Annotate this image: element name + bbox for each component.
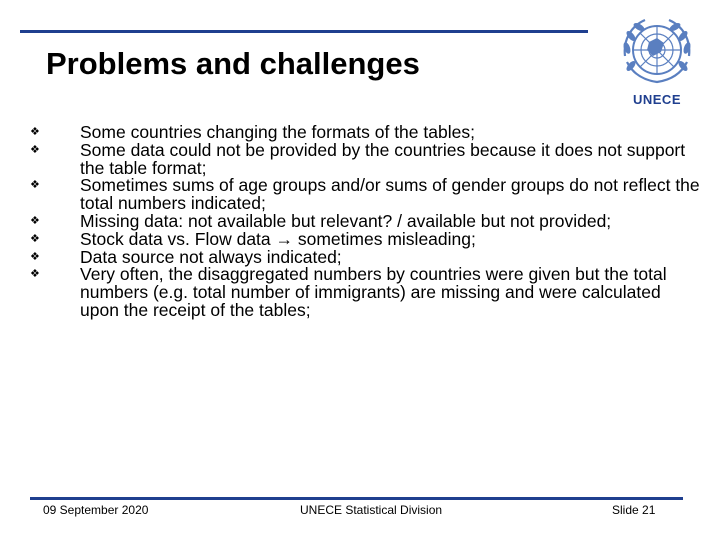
diamond-bullet-icon: ❖ (30, 179, 40, 192)
slide-number: Slide 21 (612, 503, 656, 517)
footer-rule (30, 497, 683, 500)
bullet-text: Missing data: not available but relevant? / available but not provided; (80, 210, 612, 231)
diamond-bullet-icon: ❖ (30, 126, 40, 138)
diamond-bullet-icon: ❖ (30, 250, 40, 263)
bullet-list (30, 124, 700, 320)
bullet-text: Some countries changing the formats of the tables; (80, 122, 475, 142)
list-item (30, 177, 700, 213)
unece-logo-text: UNECE (632, 92, 681, 107)
bullet-text: Sometimes sums of age groups and/or sums of gender groups do not reflect the total numbers indicated; (80, 175, 700, 214)
list-item (30, 139, 700, 178)
un-emblem-logo (607, 12, 707, 108)
bullet-text: Some data could not be provided by the countries because it does not support the table format; (80, 139, 686, 178)
bullet-text: Stock data vs. Flow data → sometimes misleading; (80, 228, 476, 249)
bullet-text: Very often, the disaggregated numbers by countries were given but the total numbers (e.g. total number of immigrants) are missing and were calculated upon the receipt of the tables; (80, 264, 667, 320)
diamond-bullet-icon: ❖ (30, 232, 40, 245)
diamond-bullet-icon: ❖ (30, 268, 40, 281)
diamond-bullet-icon: ❖ (30, 214, 40, 227)
diamond-bullet-icon: ❖ (30, 143, 40, 156)
bullet-text: Data source not always indicated; (80, 246, 342, 267)
footer-organization: UNECE Statistical Division (300, 503, 443, 517)
footer-date: 09 September 2020 (43, 503, 149, 517)
un-emblem-icon (607, 12, 707, 92)
slide-title: Problems and challenges (46, 46, 420, 81)
list-item (30, 266, 700, 319)
title-underline-rule (20, 30, 588, 33)
